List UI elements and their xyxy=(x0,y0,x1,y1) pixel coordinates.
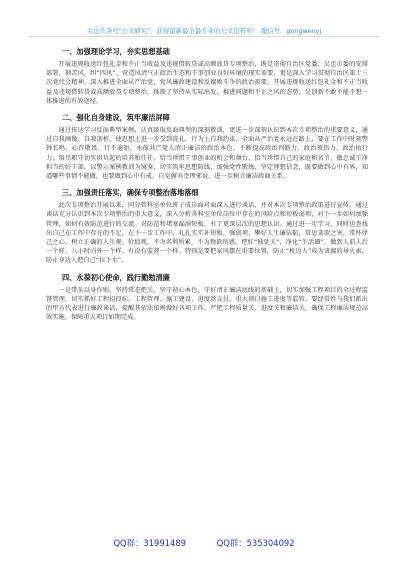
header-divider xyxy=(28,36,380,37)
section-paragraph: 一是带头以身作则，坚持常态把关，坚守初心本色，守好清正廉洁底线的基础上，切实加强工程项目的全过程监督管理，切实抓好工程招投标、工程管理、施工建设、进度款支付、重大项目施工进度等监管。要经常性与我们派出的甲方代表进行廉政谈话，提醒其依法依规做好各项工作，严把工程质量关、进度关和廉洁关，确保工程廉洁规范高效实施，保障重大项目如期完成。 xyxy=(46,286,368,322)
footer-qq-group-2: QQ群：535304092 xyxy=(216,538,295,548)
section-4 xyxy=(46,272,368,323)
section-paragraph: 此次专项整治开展以来，同分管科室单位班子成员面对面深入进行谈话，并对本次专项整治政策进行宣传。通过谈话充分认识到本次专项整治的重大意义，深入分析各科室单位岗位中存在的风险点和短板弱项，对下一步如何加强管理，如何有效防范进行的交流。对防范和堵塞漏洞短板，有了更深层次的思想认识。通过进一步学习，同时也查找出自己在工作中存在的不足，在下一步工作中，扎扎实实补短板，强弱项，攀好人生廉洁航，常思贪欲之害，常怀律己之心，树立正确的人生观、价值观，不为名利所累，不为物欲所惑，把好“独处关”，净化“生活圈”，做到人前人后一个样、八小时内外一个样、有没有监督一个样。特别是要把家风摆在重要位置，防止“枕边人”成为贪腐的导火索，防止身边人把自己“拉下水”。 xyxy=(46,202,368,265)
section-1 xyxy=(46,46,368,106)
section-paragraph: 开展违规收送红包礼金和不正当收益及违规借转贷或高额放贷专项整治，既是贯彻自治区党委、吴忠市委的安排部署，刻苦风，纠“四风”、营造风清气正政治生态和干事创业良好环境的现实需要，更是深入学习贯彻自治区第十三次党代会精神，深入推进全面从严治党，党风廉政建设和反腐败斗争的政治需要。开展违规收送红包礼金和不正当收益及违规借转贷或高额放贷专项整治，体现了坚持从实际出发，推进问题和不正之风的态势，是创新不敢不能不想一体推进的有效途径。 xyxy=(46,61,368,105)
section-title: 三、加强责任落实，确保专项整治落地落细 xyxy=(62,188,199,198)
section-3 xyxy=(46,187,368,265)
section-2 xyxy=(46,112,368,181)
page-footer xyxy=(0,537,408,549)
section-paragraph: 通过传达学习反面典型案例，认真汲取反面典型的深刻教训，更进一步深刻认识到本次专项整治的重要意义，通过自我画像、自我剖析，使思想上进一步受到洗礼，行为上自我约束，全面从严治党永远在路上，要在工作中时刻警钟长鸣、心存敬畏、行不逾矩，永葆共产党人清正廉洁的政治本色。不断提高政治判断力、政治领悟力、政治执行力，恪尽职守切实担负起的培养和任任，恰当珍惜干事创业的机会和舞台，恰当珍惜自己的家庭和名节，做忠诚干净担当的好干部，以警示案例教训为镜鉴，切实筑牢思想防线，加强党性锻炼，坚定理想信念，既要做到心中有界，知道哪些事情不能做，也要做到心中有戒，自觉摒弃歪理邪说，进一步树立廉洁政商关系。 xyxy=(46,127,368,181)
header-text: 关注头条号"公文研究"，获得最新最全最专业的公文资料库！ 微信号： xyxy=(86,27,287,35)
page-header xyxy=(20,26,388,35)
section-title: 四、永葆初心使命，践行勤勉清廉 xyxy=(62,272,170,282)
footer-qq-group-1: QQ群：31991489 xyxy=(113,538,186,548)
header-handle: gongwenyj xyxy=(286,27,322,35)
section-title: 一、加强理论学习，夯实思想基础 xyxy=(62,47,170,56)
section-title: 二、强化自身建设，筑牢廉洁屏障 xyxy=(62,113,170,123)
document-body xyxy=(46,46,368,328)
